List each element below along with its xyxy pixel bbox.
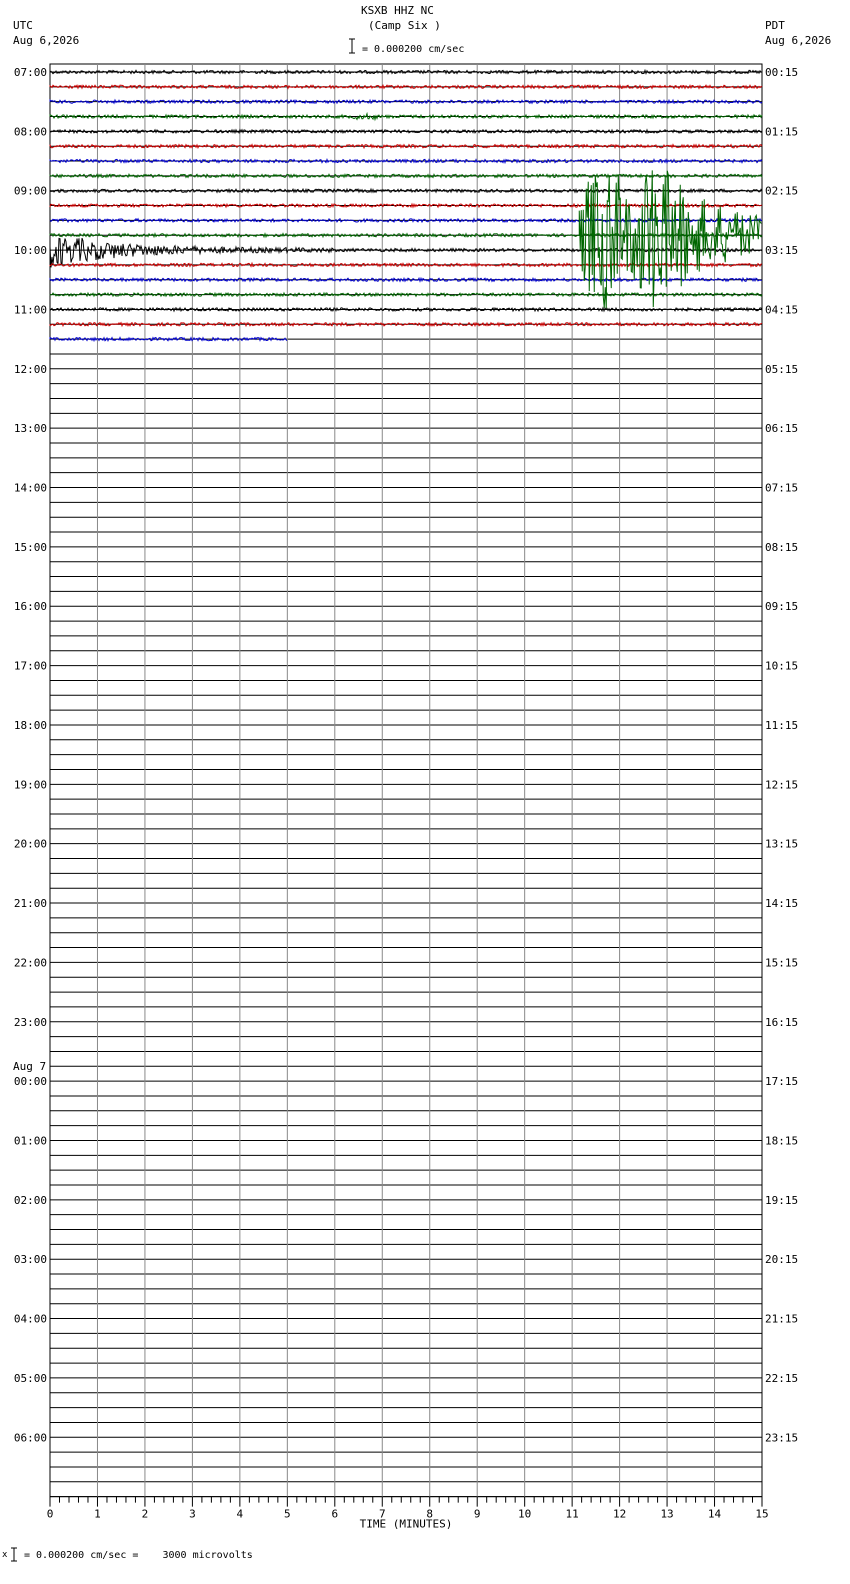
pdt-hour-label: 11:15 bbox=[765, 718, 799, 732]
pdt-hour-label: 06:15 bbox=[765, 422, 799, 436]
pdt-hour-label: 18:15 bbox=[765, 1134, 799, 1148]
x-tick-label: 9 bbox=[473, 1507, 481, 1521]
x-axis-label: TIME (MINUTES) bbox=[359, 1517, 453, 1531]
utc-hour-label: 01:00 bbox=[13, 1134, 47, 1148]
x-tick-label: 2 bbox=[141, 1507, 149, 1521]
utc-hour-label: 20:00 bbox=[13, 837, 47, 851]
pdt-hour-label: 21:15 bbox=[765, 1312, 799, 1326]
footer-scale-bar-icon bbox=[11, 1548, 17, 1561]
utc-hour-label: 23:00 bbox=[13, 1015, 47, 1029]
pdt-label: PDT bbox=[765, 19, 785, 32]
utc-hour-label: 03:00 bbox=[13, 1253, 47, 1267]
utc-hour-label: 11:00 bbox=[13, 303, 47, 317]
pdt-hour-label: 05:15 bbox=[765, 362, 799, 376]
x-tick-label: 15 bbox=[755, 1507, 769, 1521]
pdt-hour-label: 10:15 bbox=[765, 659, 799, 673]
pdt-hour-label: 14:15 bbox=[765, 897, 799, 911]
pdt-hour-label: 00:15 bbox=[765, 66, 799, 79]
scale-label: = 0.000200 cm/sec bbox=[362, 44, 465, 55]
utc-hour-label: 16:00 bbox=[13, 600, 47, 614]
x-tick-label: 10 bbox=[518, 1507, 532, 1521]
pdt-hour-label: 22:15 bbox=[765, 1371, 799, 1385]
pdt-hour-label: 08:15 bbox=[765, 540, 799, 554]
x-tick-label: 1 bbox=[94, 1507, 101, 1521]
seismic-trace bbox=[50, 238, 762, 267]
pdt-date: Aug 6,2026 bbox=[765, 34, 832, 47]
seismic-trace bbox=[50, 159, 762, 162]
x-tick-label: 14 bbox=[707, 1507, 722, 1521]
pdt-hour-label: 12:15 bbox=[765, 778, 799, 792]
x-tick-label: 7 bbox=[378, 1507, 386, 1521]
utc-hour-label: 09:00 bbox=[13, 184, 47, 198]
utc-hour-label: 02:00 bbox=[13, 1193, 47, 1207]
pdt-hour-label: 07:15 bbox=[765, 481, 799, 495]
x-tick-label: 8 bbox=[426, 1507, 434, 1521]
pdt-hour-label: 23:15 bbox=[765, 1431, 799, 1445]
pdt-hour-label: 16:15 bbox=[765, 1015, 799, 1029]
x-tick-label: 11 bbox=[565, 1507, 579, 1521]
utc-hour-label: 18:00 bbox=[13, 718, 47, 732]
pdt-hour-label: 13:15 bbox=[765, 837, 799, 851]
utc-hour-label: 08:00 bbox=[13, 125, 47, 139]
pdt-hour-label: 15:15 bbox=[765, 956, 799, 970]
utc-hour-label: 05:00 bbox=[13, 1371, 47, 1385]
pdt-hour-label: 09:15 bbox=[765, 600, 799, 614]
trace-group bbox=[50, 70, 762, 340]
x-tick-label: 4 bbox=[236, 1507, 244, 1521]
x-tick-label: 6 bbox=[331, 1507, 339, 1521]
x-tick-label: 5 bbox=[284, 1507, 291, 1521]
pdt-hour-label: 20:15 bbox=[765, 1253, 799, 1267]
x-tick-label: 3 bbox=[189, 1507, 196, 1521]
pdt-hour-label: 17:15 bbox=[765, 1075, 799, 1089]
utc-hour-label: 00:00 bbox=[13, 1075, 47, 1089]
x-tick-label: 12 bbox=[612, 1507, 627, 1521]
pdt-hour-label: 04:15 bbox=[765, 303, 799, 317]
utc-label: UTC bbox=[13, 19, 33, 32]
x-tick-label: 0 bbox=[46, 1507, 54, 1521]
utc-hour-label: 10:00 bbox=[13, 244, 47, 258]
station-title: KSXB HHZ NC bbox=[361, 4, 434, 17]
utc-hour-label: 12:00 bbox=[13, 362, 47, 376]
pdt-hour-label: 03:15 bbox=[765, 244, 799, 258]
footer-mark: x bbox=[2, 1550, 8, 1560]
date-marker: Aug 7 bbox=[13, 1060, 47, 1074]
label-group bbox=[13, 66, 798, 1531]
pdt-hour-label: 19:15 bbox=[765, 1193, 799, 1207]
pdt-hour-label: 02:15 bbox=[765, 184, 799, 198]
utc-date: Aug 6,2026 bbox=[13, 34, 80, 47]
seismic-trace bbox=[50, 338, 287, 341]
utc-hour-label: 06:00 bbox=[13, 1431, 47, 1445]
utc-hour-label: 13:00 bbox=[13, 422, 47, 436]
utc-hour-label: 22:00 bbox=[13, 956, 47, 970]
utc-hour-label: 14:00 bbox=[13, 481, 47, 495]
pdt-hour-label: 01:15 bbox=[765, 125, 799, 139]
utc-hour-label: 21:00 bbox=[13, 897, 47, 911]
utc-hour-label: 15:00 bbox=[13, 540, 47, 554]
scale-bar-icon bbox=[349, 39, 355, 53]
seismic-trace bbox=[50, 130, 762, 133]
utc-hour-label: 17:00 bbox=[13, 659, 47, 673]
footer-scale-label: = 0.000200 cm/sec = 3000 microvolts bbox=[24, 1550, 253, 1561]
site-subtitle: (Camp Six ) bbox=[368, 19, 441, 32]
utc-hour-label: 07:00 bbox=[13, 66, 47, 79]
utc-hour-label: 19:00 bbox=[13, 778, 47, 792]
x-tick-label: 13 bbox=[660, 1507, 674, 1521]
utc-hour-label: 04:00 bbox=[13, 1312, 47, 1326]
